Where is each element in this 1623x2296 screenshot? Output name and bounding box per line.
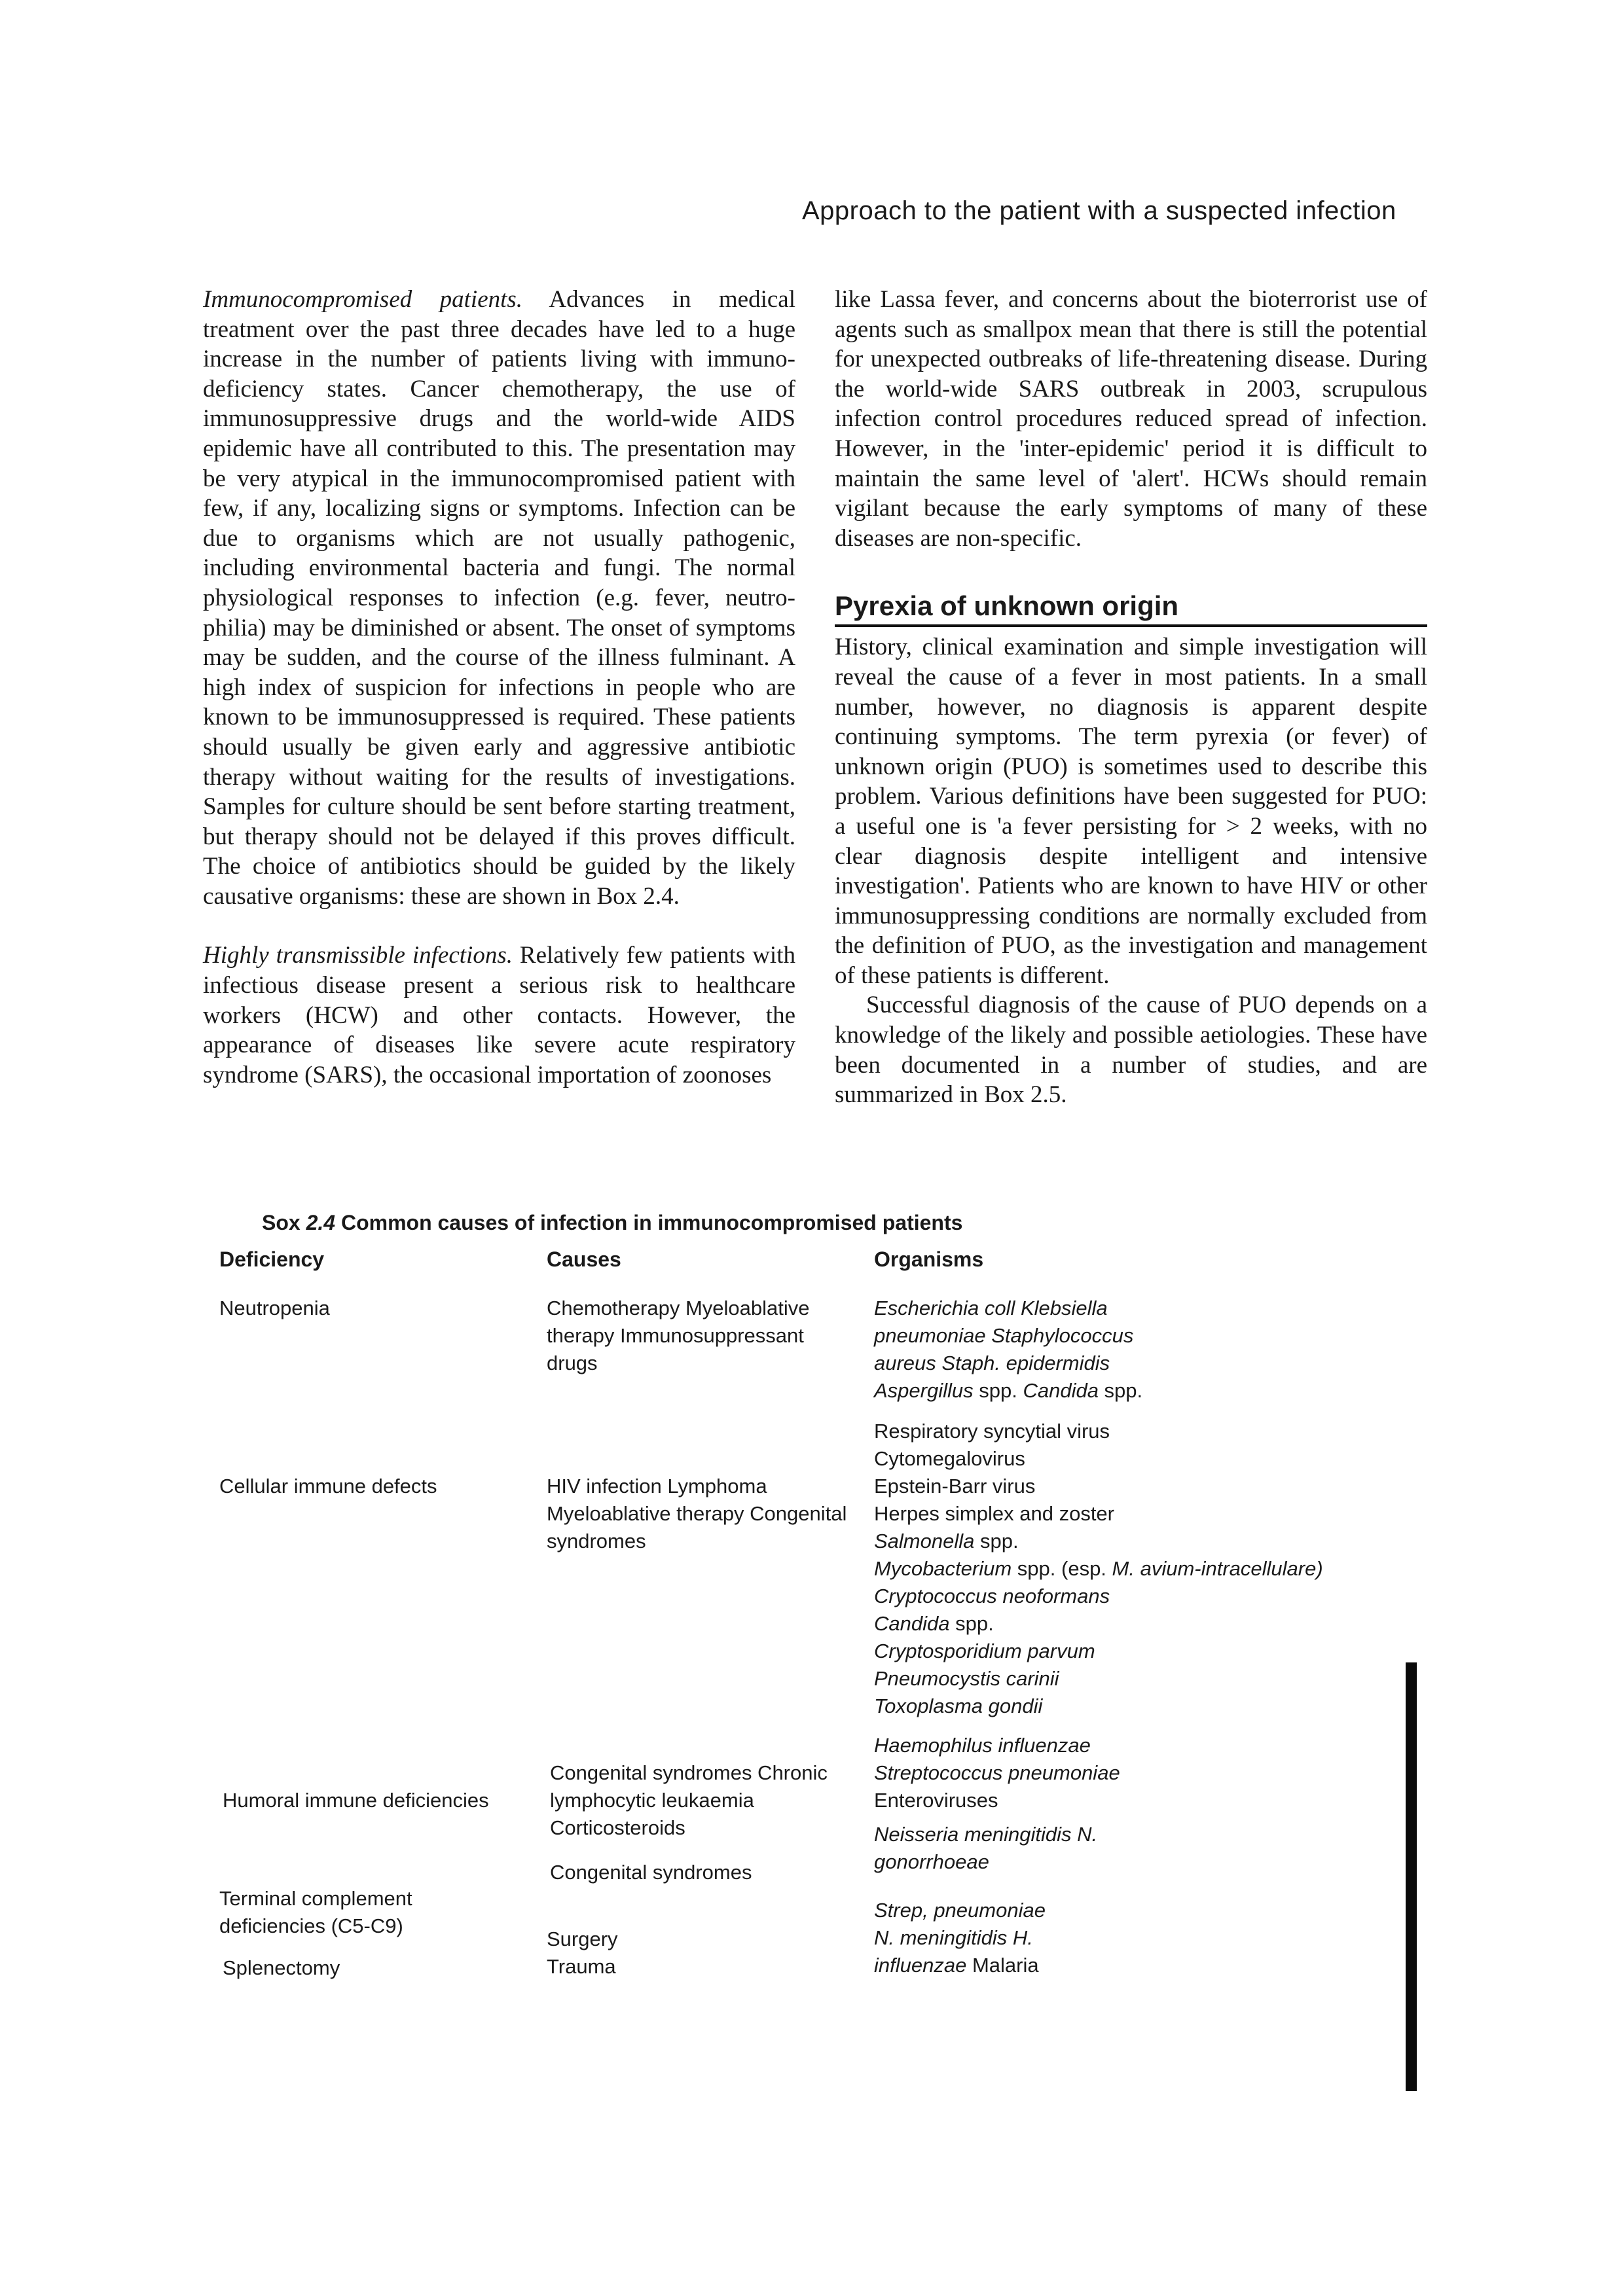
- paragraph-text: Advances in medical treatment over the past three decades have led to a huge increase in the number of patients living with immuno-deficiency states. Cancer chemotherapy, the use of immunosuppressive drugs and the world-wide AIDS epidemic have all contributed to this. The presentation may be very atypical in the immunocompromised patient with few, if any, localizing signs or symptoms. Infection can be due to organisms which are not usually pathogenic, including environmental bacteria and fungi. The normal physiological responses to infection (e.g. fever, neutro-philia) may be diminished or absent. The onset of symptoms may be sudden, and the course of the illness fulminant. A high index of suspicion for infections in people who are known to be immunosuppressed is required. These patients should usually be given early and aggressive antibiotic therapy without waiting for the results of investigations. Samples for culture should be sent before starting treatment, but therapy should not be delayed if this proves difficult. The choice of antibiotics should be guided by the likely causative organisms: these are shown in Box 2.4.: [203, 286, 795, 910]
- organism-line: Enteroviruses: [874, 1789, 998, 1812]
- organism-line: Cytomegalovirus: [874, 1447, 1025, 1470]
- organism-line: Strep, pneumoniae: [874, 1899, 1046, 1922]
- margin-bar: [1406, 1662, 1417, 2091]
- organism-line: Cryptococcus neoformans: [874, 1585, 1110, 1607]
- organism-line: Toxoplasma gondii: [874, 1695, 1043, 1717]
- organism-line: Neisseria meningitidis N. gonorrhoeae: [874, 1823, 1098, 1873]
- organism-line: Mycobacterium spp. (esp. M. avium-intracellulare): [874, 1557, 1323, 1580]
- column-header-organisms: Organisms: [874, 1247, 984, 1271]
- deficiency-cell: Humoral immune deficiencies: [223, 1789, 489, 1812]
- paragraph-continued: like Lassa fever, and concerns about the bioterrorist use of agents such as smallpox mean that there is still the potential for unexpected outbreaks of life-threatening disease. During the world-wide SARS outbreak in 2003, scrupulous infection control procedures reduced spread of infection. However, in the 'inter-epidemic' period it is difficult to maintain the same level of 'alert'. HCWs should remain vigilant because the early symptoms of many of these diseases are non-specific.: [835, 286, 1427, 552]
- organism-line: influenzae Malaria: [874, 1954, 1039, 1977]
- organism-line: Pneumocystis carinii: [874, 1667, 1059, 1690]
- causes-cell: Chemotherapy Myeloablative therapy Immunosuppressant drugs: [547, 1297, 810, 1374]
- box-caption: Sox 2.4 Common causes of infection in immunocompromised patients: [262, 1211, 963, 1234]
- paragraph-puo-intro: History, clinical examination and simple investigation will reveal the cause of a fever in most patients. In a small number, however, no diagnosis is apparent despite continuing symptoms. The term pyrexia (or fever) of unknown origin (PUO) is sometimes used to describe this problem. Various definitions have been suggested for PUO: a useful one is 'a fever persisting for > 2 weeks, with no clear diagnosis despite intelligent and intensive investigation'. Patients who are known to have HIV or other immunosuppressing conditions are normally excluded from the definition of PUO, as the investigation and management of these patients is different.: [835, 634, 1427, 989]
- organisms-cell: Aspergillus spp. Candida spp.: [874, 1379, 1143, 1402]
- organisms-cell: Escherichia coll Klebsiella pneumoniae Staphylococcus aureus Staph. epidermidis: [874, 1297, 1134, 1374]
- organism-line: Epstein-Barr virus: [874, 1475, 1036, 1498]
- deficiency-cell: Splenectomy: [223, 1956, 340, 1979]
- run-in-heading: Highly transmissible infections.: [203, 942, 513, 969]
- organism-line: Cryptosporidium parvum: [874, 1640, 1095, 1662]
- run-in-heading: Immunocompromised patients.: [203, 286, 523, 313]
- deficiency-cell: Cellular immune defects: [219, 1475, 437, 1498]
- deficiency-cell: Neutropenia: [219, 1297, 330, 1319]
- organism-line: Streptococcus pneumoniae: [874, 1761, 1120, 1784]
- organism-line: Salmonella spp.: [874, 1530, 1019, 1552]
- organism-line: N. meningitidis H.: [874, 1926, 1033, 1949]
- left-column: [203, 285, 795, 1090]
- deficiency-cell: Terminal complement deficiencies (C5-C9): [219, 1887, 412, 1937]
- section-heading: Pyrexia of unknown origin: [835, 589, 1427, 627]
- causes-cell: Congenital syndromes: [550, 1861, 752, 1884]
- running-head: Approach to the patient with a suspected infection: [802, 196, 1396, 225]
- paragraph-transmissible: [203, 941, 795, 1090]
- paragraph-immunocompromised: [203, 285, 795, 911]
- causes-cell: Congenital syndromes Chronic lymphocytic leukaemia Corticosteroids: [550, 1761, 828, 1839]
- column-header-causes: Causes: [547, 1247, 621, 1271]
- column-header-deficiency: Deficiency: [219, 1247, 325, 1271]
- paragraph-puo-diagnosis: Successful diagnosis of the cause of PUO depends on a knowledge of the likely and possible aetiologies. These have been documented in a number of studies, and are summarized in Box 2.5.: [835, 992, 1427, 1109]
- causes-cell: Surgery: [547, 1928, 618, 1950]
- causes-cell: Trauma: [547, 1955, 616, 1978]
- paragraph-text: Relatively few patients with infectious disease present a serious risk to healthcare workers (HCW) and other contacts. However, the appearance of diseases like severe acute respiratory syndrome (SARS), the occasional importation of zoonoses: [203, 942, 795, 1088]
- organism-line: Haemophilus influenzae: [874, 1734, 1091, 1757]
- organism-line: Herpes simplex and zoster: [874, 1502, 1114, 1525]
- organism-line: Candida spp.: [874, 1612, 994, 1635]
- organism-line: Respiratory syncytial virus: [874, 1420, 1110, 1443]
- causes-cell: HIV infection Lymphoma Myeloablative therapy Congenital syndromes: [547, 1475, 847, 1552]
- right-column: [835, 285, 1427, 1110]
